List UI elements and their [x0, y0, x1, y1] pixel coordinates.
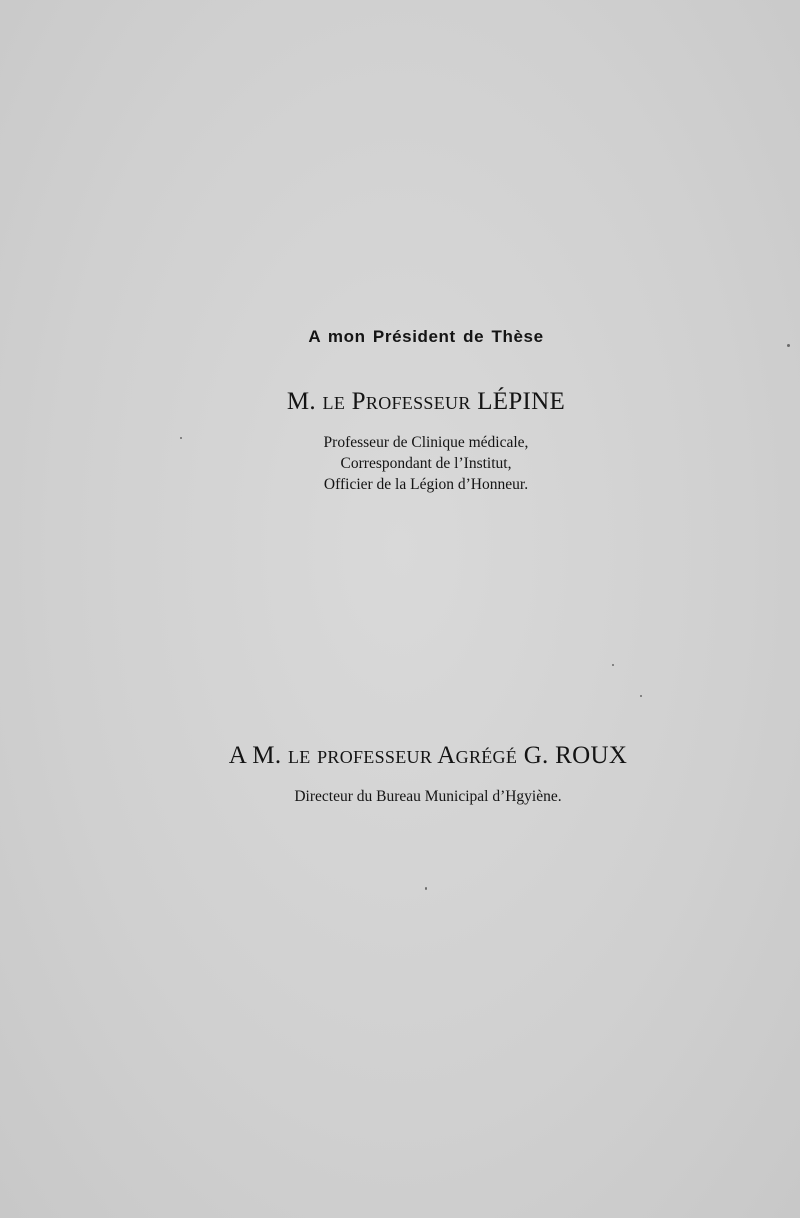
roux-initial: G. [523, 742, 549, 769]
paper-speck [787, 344, 790, 347]
president-surname: LÉPINE [477, 388, 566, 415]
roux-description [28, 786, 800, 807]
president-description-line: Officier de la Légion d’Honneur. [323, 476, 529, 493]
roux-description-line: Directeur du Bureau Municipal d’Hgyiène. [294, 788, 562, 805]
paper-speck [612, 664, 614, 666]
dedication-heading: A mon Président de Thèse [308, 327, 544, 346]
president-description-line: Correspondant de l’Institut, [340, 455, 512, 472]
president-description-line: Professeur de Clinique médicale, [323, 434, 529, 451]
president-title: le Professeur [322, 388, 471, 415]
president-prefix: M. [286, 388, 316, 415]
president-description [26, 432, 800, 495]
roux-surname: ROUX [555, 742, 628, 769]
president-name-line [26, 388, 800, 416]
roux-prefix: A M. [228, 742, 282, 769]
roux-name-line [28, 742, 800, 770]
roux-title: le professeur Agrégé [287, 742, 518, 769]
paper-speck [180, 437, 182, 439]
paper-speck [640, 695, 642, 697]
paper-speck [425, 887, 427, 890]
